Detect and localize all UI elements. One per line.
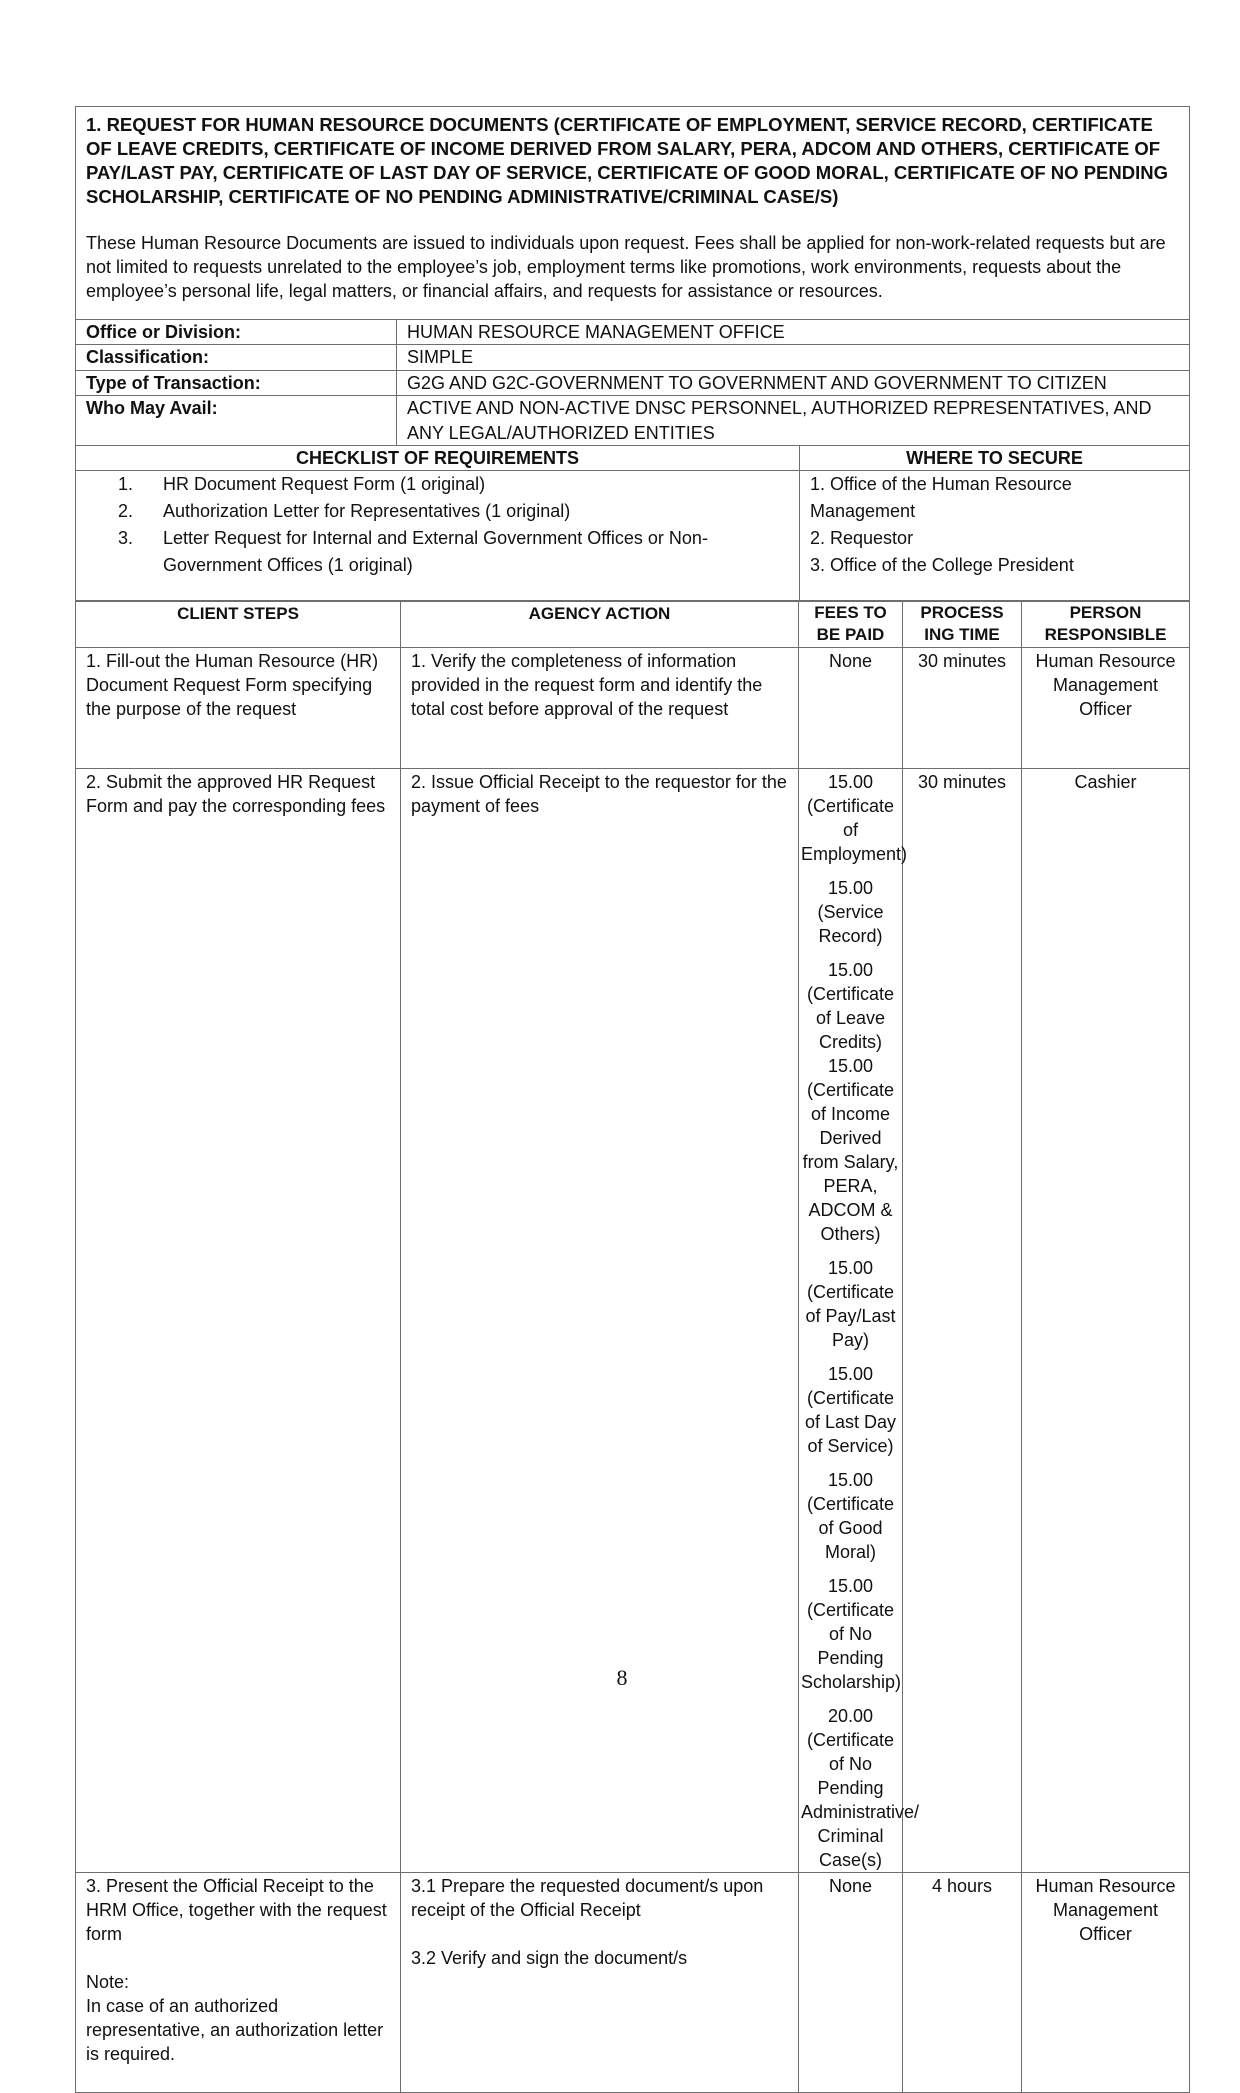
note-label: Note:: [86, 1972, 130, 1992]
fee-item: 15.00 (Certificate of Income Derived from Salary, PERA, ADCOM & Others): [802, 1056, 899, 1244]
info-table: [75, 319, 1190, 447]
info-label: Office or Division:: [76, 319, 397, 345]
steps-table: [75, 600, 1190, 2093]
person-responsible: Human Resource Management Officer: [1022, 648, 1190, 769]
info-label: Classification:: [76, 345, 397, 371]
title-table: [75, 106, 1190, 320]
requirements-cell: [76, 470, 800, 601]
person-responsible: Cashier: [1022, 769, 1190, 1873]
where-item: 3. Office of the College President: [810, 554, 1074, 575]
fee: None: [799, 648, 903, 769]
note-text: In case of an authorized representative, an authorization letter is required.: [86, 1996, 384, 2064]
client-steps-header: CLIENT STEPS: [76, 601, 401, 648]
info-label: Who May Avail:: [76, 396, 397, 446]
agency-action: 2. Issue Official Receipt to the requestor for the payment of fees: [401, 769, 799, 1873]
person-responsible-header: PERSON RESPONSIBLE: [1022, 601, 1190, 648]
processing-time: 30 minutes: [903, 769, 1022, 1873]
processing-time-header: PROCESS ING TIME: [903, 601, 1022, 648]
agency-action: 1. Verify the completeness of information provided in the request form and identify the total cost before approval of the request: [401, 648, 799, 769]
fee-item: 20.00 (Certificate of No Pending Administrative/ Criminal Case(s): [801, 1706, 920, 1870]
person-responsible: Human Resource Management Officer: [1022, 1873, 1190, 2093]
step-row: [76, 769, 1190, 1873]
fee-item: 15.00 (Certificate of Last Day of Service): [804, 1364, 897, 1456]
requirement-number: 1.: [118, 473, 134, 494]
info-value: SIMPLE: [397, 345, 1190, 371]
fees-header: FEES TO BE PAID: [799, 601, 903, 648]
step-row: [76, 1873, 1190, 2093]
checklist-header: CHECKLIST OF REQUIREMENTS: [76, 445, 800, 470]
fee-item: 15.00 (Certificate of No Pending Scholarship): [801, 1576, 902, 1692]
requirement-item: [118, 498, 789, 525]
info-row-office: [76, 319, 1190, 345]
fee: None: [799, 1873, 903, 2093]
info-value: HUMAN RESOURCE MANAGEMENT OFFICE: [397, 319, 1190, 345]
requirement-item: [118, 471, 789, 498]
checklist-header-row: [76, 445, 1190, 470]
info-row-who-may-avail: [76, 396, 1190, 446]
checklist-table: [75, 445, 1190, 602]
info-value: ACTIVE AND NON-ACTIVE DNSC PERSONNEL, AUTHORIZED REPRESENTATIVES, AND ANY LEGAL/AUTHORIZED ENTITIES: [397, 396, 1190, 446]
fee-item: 15.00 (Certificate of Leave Credits): [806, 960, 895, 1052]
client-step: 2. Submit the approved HR Request Form and pay the corresponding fees: [76, 769, 401, 1873]
info-row-classification: [76, 345, 1190, 371]
checklist-body-row: [76, 470, 1190, 601]
section-description: These Human Resource Documents are issued to individuals upon request. Fees shall be applied for non-work-related requests but are not limited to requests unrelated to the employee’s job, employment terms like promotions, work environments, requests about the employee’s personal life, legal matters, or financial affairs, and requests for assistance or resources.: [86, 233, 1166, 301]
requirement-text: Authorization Letter for Representatives (1 original): [163, 500, 571, 521]
title-cell: [76, 107, 1190, 320]
client-step-cell: [76, 1873, 401, 2093]
info-value: G2G AND G2C-GOVERNMENT TO GOVERNMENT AND GOVERNMENT TO CITIZEN: [397, 370, 1190, 396]
section-title: 1. REQUEST FOR HUMAN RESOURCE DOCUMENTS (CERTIFICATE OF EMPLOYMENT, SERVICE RECORD, CERTIFICATE OF LEAVE CREDITS, CERTIFICATE OF INCOME DERIVED FROM SALARY, PERA, ADCOM AND OTHERS, CERTIFICATE OF PAY/LAST PAY, CERTIFICATE OF LAST DAY OF SERVICE, CERTIFICATE OF GOOD MORAL, CERTIFICATE OF NO PENDING SCHOLARSHIP, CERTIFICATE OF NO PENDING ADMINISTRATIVE/CRIMINAL CASE/S): [86, 114, 1168, 207]
client-step: 3. Present the Official Receipt to the HRM Office, together with the request form: [86, 1876, 387, 1944]
requirement-text: Letter Request for Internal and External Government Offices or Non-Government Offices (1 original): [163, 527, 708, 575]
agency-action-header: AGENCY ACTION: [401, 601, 799, 648]
requirement-text: HR Document Request Form (1 original): [163, 473, 486, 494]
where-item: 2. Requestor: [810, 527, 914, 548]
fee-item: 15.00 (Certificate of Employment): [801, 772, 908, 864]
processing-time: 4 hours: [903, 1873, 1022, 2093]
where-to-secure-header: WHERE TO SECURE: [800, 445, 1190, 470]
citizen-charter-document: [75, 106, 1190, 2093]
steps-header-row: [76, 601, 1190, 648]
info-label: Type of Transaction:: [76, 370, 397, 396]
requirement-number: 3.: [118, 527, 134, 548]
fee-item: 15.00 (Certificate of Good Moral): [806, 1470, 895, 1562]
requirements-list: [86, 471, 789, 601]
agency-action-cell: [401, 1873, 799, 2093]
client-step: 1. Fill-out the Human Resource (HR) Document Request Form specifying the purpose of the request: [76, 648, 401, 769]
page-number: 8: [616, 1665, 628, 1690]
where-to-secure-cell: [800, 470, 1190, 601]
agency-action: 3.2 Verify and sign the document/s: [411, 1948, 688, 1968]
fee-item: 15.00 (Service Record): [817, 878, 884, 946]
requirement-item: [118, 525, 789, 579]
fee-list: [799, 769, 920, 1873]
info-row-transaction-type: [76, 370, 1190, 396]
step-row: [76, 648, 1190, 769]
where-item: 1. Office of the Human Resource Management: [810, 473, 1072, 521]
fee-item: 15.00 (Certificate of Pay/Last Pay): [805, 1258, 896, 1350]
requirement-number: 2.: [118, 500, 134, 521]
processing-time: 30 minutes: [903, 648, 1022, 769]
agency-action: 3.1 Prepare the requested document/s upon receipt of the Official Receipt: [411, 1876, 764, 1920]
